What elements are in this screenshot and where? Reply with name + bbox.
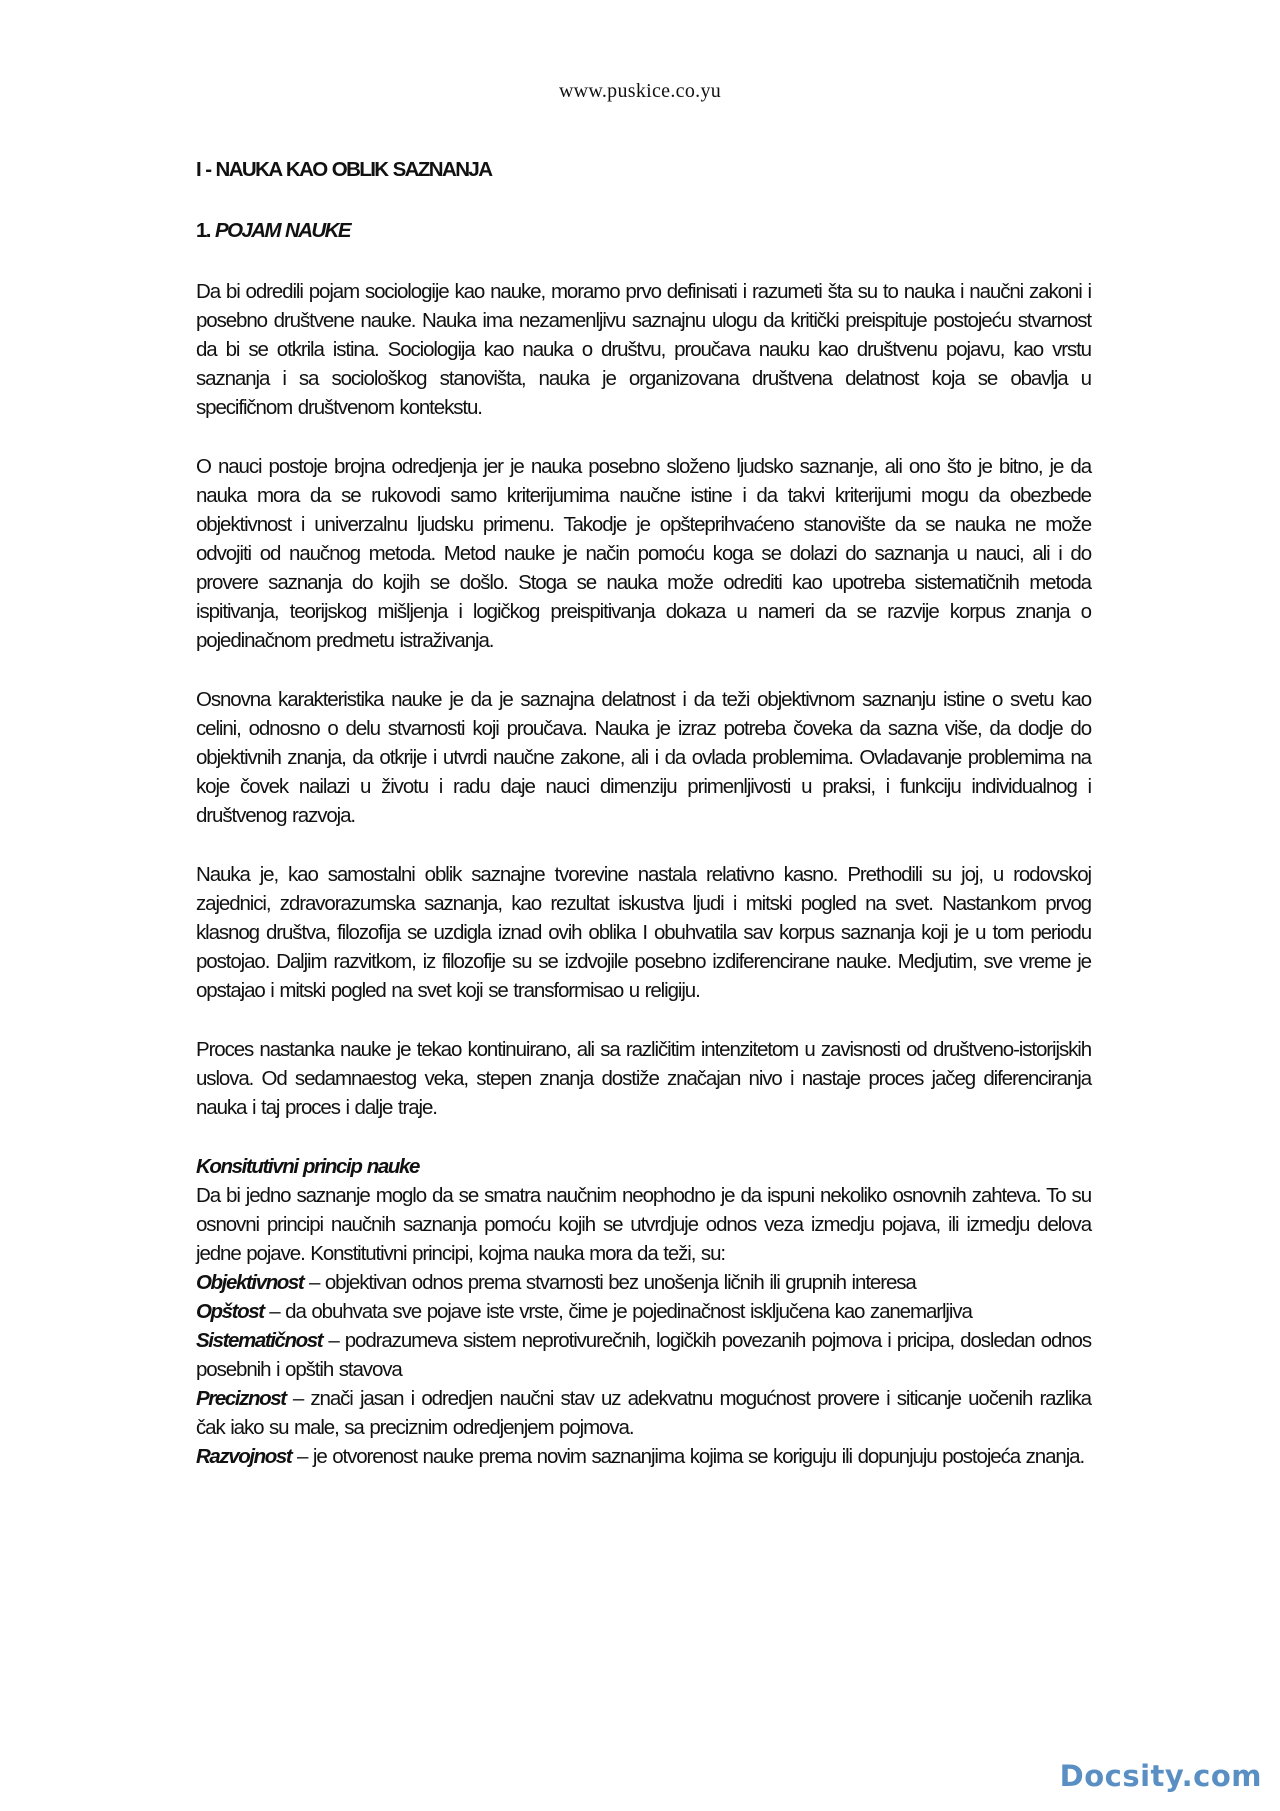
principle-term: Opštost <box>196 1300 264 1323</box>
principle-description: objektivan odnos prema stvarnosti bez unošenja ličnih ili grupnih interesa <box>324 1271 916 1294</box>
principle-item <box>196 1326 1091 1384</box>
principle-term: Razvojnost <box>196 1445 292 1468</box>
principle-term: Preciznost <box>196 1387 286 1410</box>
principle-term: Sistematičnost <box>196 1329 323 1352</box>
principle-item <box>196 1384 1091 1442</box>
paragraph: Osnovna karakteristika nauke je da je saznajna delatnost i da teži objektivnom saznanju istine o svetu kao celini, odnosno o delu stvarnosti koji proučava. Nauka je izraz potreba čoveka da sazna više, da dodje do objektivnih znanja, da otkrije i utvrdi naučne zakone, ali i da ovlada problemima. Ovladavanje problemima na koje čovek nailazi u životu i radu daje nauci dimenziju primenljivosti u praksi, i funkciju individualnog i društvenog razvoja. <box>196 688 1091 827</box>
paragraph: Proces nastanka nauke je tekao kontinuirano, ali sa različitim intenzitetom u zavisnosti od društveno-istorijskih uslova. Od sedamnaestog veka, stepen znanja dostiže značajan nivo i nastaje proces jačeg diferenciranja nauka i taj proces i dalje traje. <box>196 1038 1091 1119</box>
principle-description: znači jasan i odredjen naučni stav uz adekvatnu mogućnost provere i siticanje uočenih razlika čak iako su male, sa preciznim odredjenjem pojmova. <box>196 1387 1091 1439</box>
principle-separator: – <box>322 1329 345 1352</box>
principles-heading: Konsitutivni princip nauke <box>196 1155 420 1178</box>
principle-description: je otvorenost nauke prema novim saznanjima kojima se koriguju ili dopunjuju postojeća znanja. <box>312 1445 1085 1468</box>
principle-separator: – <box>285 1387 311 1410</box>
principle-term: Objektivnost <box>196 1271 304 1294</box>
paragraph: Da bi odredili pojam sociologije kao nauke, moramo prvo definisati i razumeti šta su to nauka i naučni zakoni i posebno društvene nauke. Nauka ima nezamenljivu saznajnu ulogu da kritički preispituje postojeću stvarnost da bi se otkrila istina. Sociologija kao nauka o društvu, proučava nauku kao društvenu pojavu, kao vrstu saznanja i sa sociološkog stanovišta, nauka je organizovana društvena delatnost koja se obavlja u specifičnom društvenom kontekstu. <box>196 280 1091 419</box>
principle-description: da obuhvata sve pojave iste vrste, čime je pojedinačnost isključena kao zanemarljiva <box>285 1300 972 1323</box>
principle-separator: – <box>303 1271 325 1294</box>
document-body <box>196 155 1091 1471</box>
paragraph: O nauci postoje brojna odredjenja jer je nauka posebno složeno ljudsko saznanje, ali ono što je bitno, je da nauka mora da se rukovodi samo kriterijumima naučne istine i da takvi kriterijumi mogu da obezbede objektivnost i univerzalnu ljudsku primenu. Takodje je opšteprihvaćeno stanovište da se nauka ne može odvojiti od naučnog metoda. Metod nauke je način pomoću koga se dolazi do saznanja u nauci, ali i do provere saznanja do kojih se došlo. Stoga se nauka može odrediti kao upotreba sistematičnih metoda ispitivanja, teorijskog mišljenja i logičkog preispitivanja dokaza u nameri da se razvije korpus znanja o pojedinačnom predmetu istraživanja. <box>196 455 1091 652</box>
principle-separator: – <box>263 1300 286 1323</box>
section-number: 1. <box>196 219 210 242</box>
principle-item <box>196 1442 1091 1471</box>
principle-item <box>196 1297 1091 1326</box>
chapter-title: I - NAUKA KAO OBLIK SAZNANJA <box>196 158 492 181</box>
docsity-watermark: Docsity.com <box>1059 1759 1262 1793</box>
principle-item <box>196 1268 1091 1297</box>
principle-description: podrazumeva sistem neprotivurečnih, logičkih povezanih pojmova i pricipa, dosledan odnos posebnih i opštih stavova <box>196 1329 1092 1381</box>
principles-intro: Da bi jedno saznanje moglo da se smatra naučnim neophodno je da ispuni nekoliko osnovnih zahteva. To su osnovni principi naučnih saznanja pomoću kojih se utvrdjuje odnos veza izmedju pojava, ili izmedju delova jedne pojave. Konstitutivni principi, kojma nauka mora da teži, su: <box>196 1184 1091 1265</box>
paragraph: Nauka je, kao samostalni oblik saznajne tvorevine nastala relativno kasno. Prethodili su joj, u rodovskoj zajednici, zdravorazumska saznanja, kao rezultat iskustva ljudi i mitski pogled na svet. Nastankom prvog klasnog društva, filozofija se uzdigla iznad ovih oblika I obuhvatila sav korpus saznanja koji je u tom periodu postojao. Daljim razvitkom, iz filozofije su se izdvojile posebno izdiferencirane nauke. Medjutim, sve vreme je opstajao i mitski pogled na svet koji se transformisao u religiju. <box>196 863 1091 1002</box>
site-header-url: www.puskice.co.yu <box>558 80 722 102</box>
section-title <box>196 216 1091 245</box>
section-name: POJAM NAUKE <box>215 219 350 242</box>
principle-separator: – <box>291 1445 313 1468</box>
